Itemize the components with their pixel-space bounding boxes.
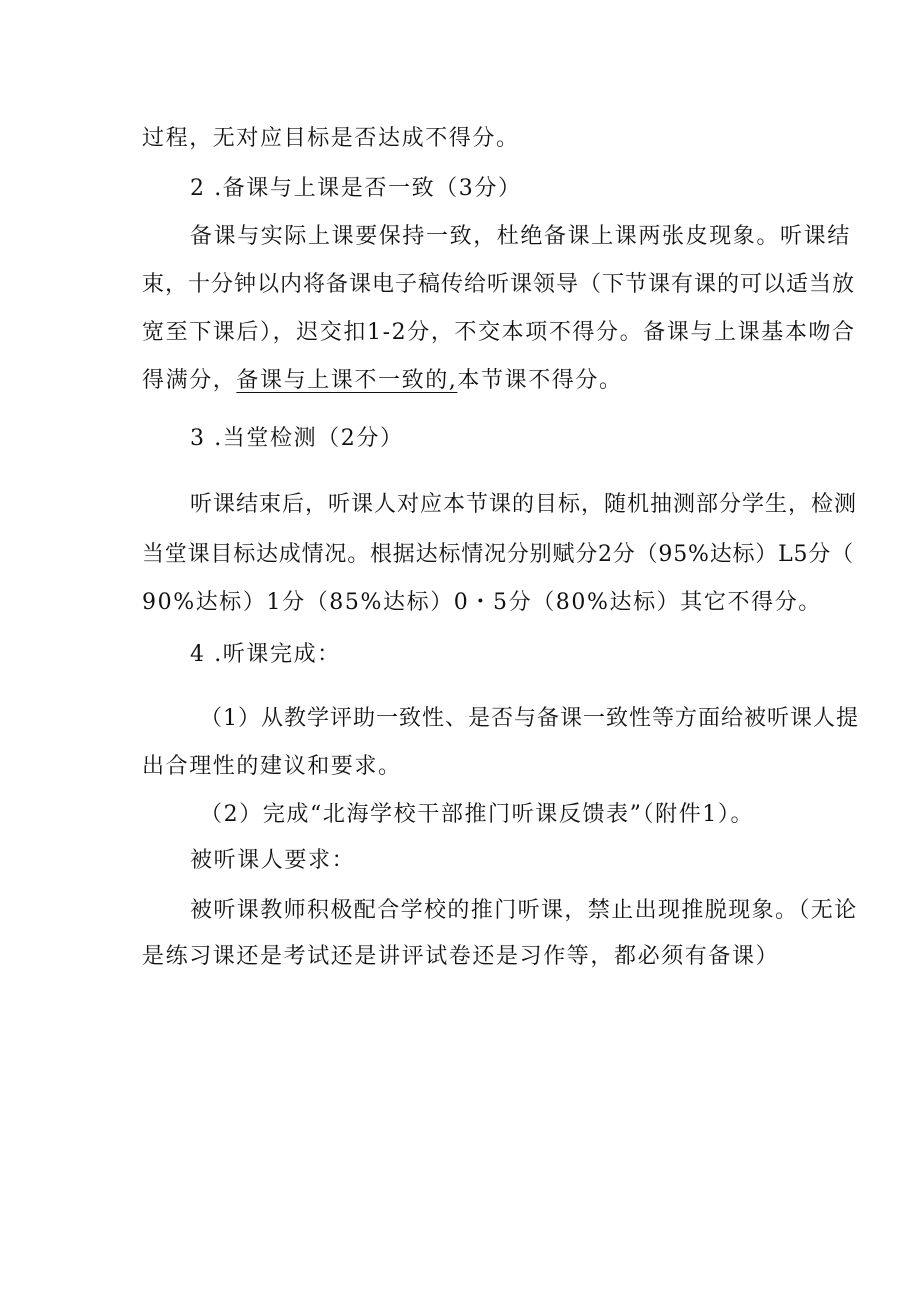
paragraph-line: 宽至下课后），迟交扣1-2分，不交本项不得分。备课与上课基本吻合 — [142, 320, 856, 345]
paragraph-line — [142, 366, 623, 396]
section-4-heading: 4 .听课完成： — [190, 642, 341, 667]
section-2-heading: 2 .备课与上课是否一致（3分） — [190, 176, 522, 201]
paragraph-line: 被听课教师积极配合学校的推门听课，禁止出现推脱现象。（无论 — [190, 898, 858, 923]
text-segment: 本节课不得分。 — [457, 368, 623, 393]
paragraph-line: 出合理性的建议和要求。 — [142, 754, 402, 779]
text-segment: 得满分， — [142, 368, 237, 393]
paragraph-line: 当堂课目标达成情况。根据达标情况分别赋分2分（95%达标）L5分（ — [142, 542, 854, 567]
list-item: （2）完成“北海学校干部推门听课反馈表”（附件1）。 — [200, 802, 755, 827]
paragraph-line: 90%达标）1分（85%达标）0・5分（80%达标）其它不得分。 — [142, 590, 822, 615]
requirements-heading: 被听课人要求： — [190, 848, 356, 873]
paragraph-line: 是练习课还是考试还是讲评试卷还是习作等，都必须有备课） — [142, 944, 780, 969]
paragraph-line: 过程，无对应目标是否达成不得分。 — [142, 126, 520, 151]
paragraph-line: 听课结束后，听课人对应本节课的目标，随机抽测部分学生，检测 — [190, 492, 858, 517]
paragraph-line: 备课与实际上课要保持一致，杜绝备课上课两张皮现象。听课结 — [190, 224, 851, 249]
paragraph-line: 束，十分钟以内将备课电子稿传给听课领导（下节课有课的可以适当放 — [142, 272, 856, 297]
underlined-text: 备课与上课不一致的, — [236, 368, 458, 393]
list-item: （1）从教学评助一致性、是否与备课一致性等方面给被听课人提 — [200, 706, 859, 731]
section-3-heading: 3 .当堂检测（2分） — [190, 426, 404, 451]
